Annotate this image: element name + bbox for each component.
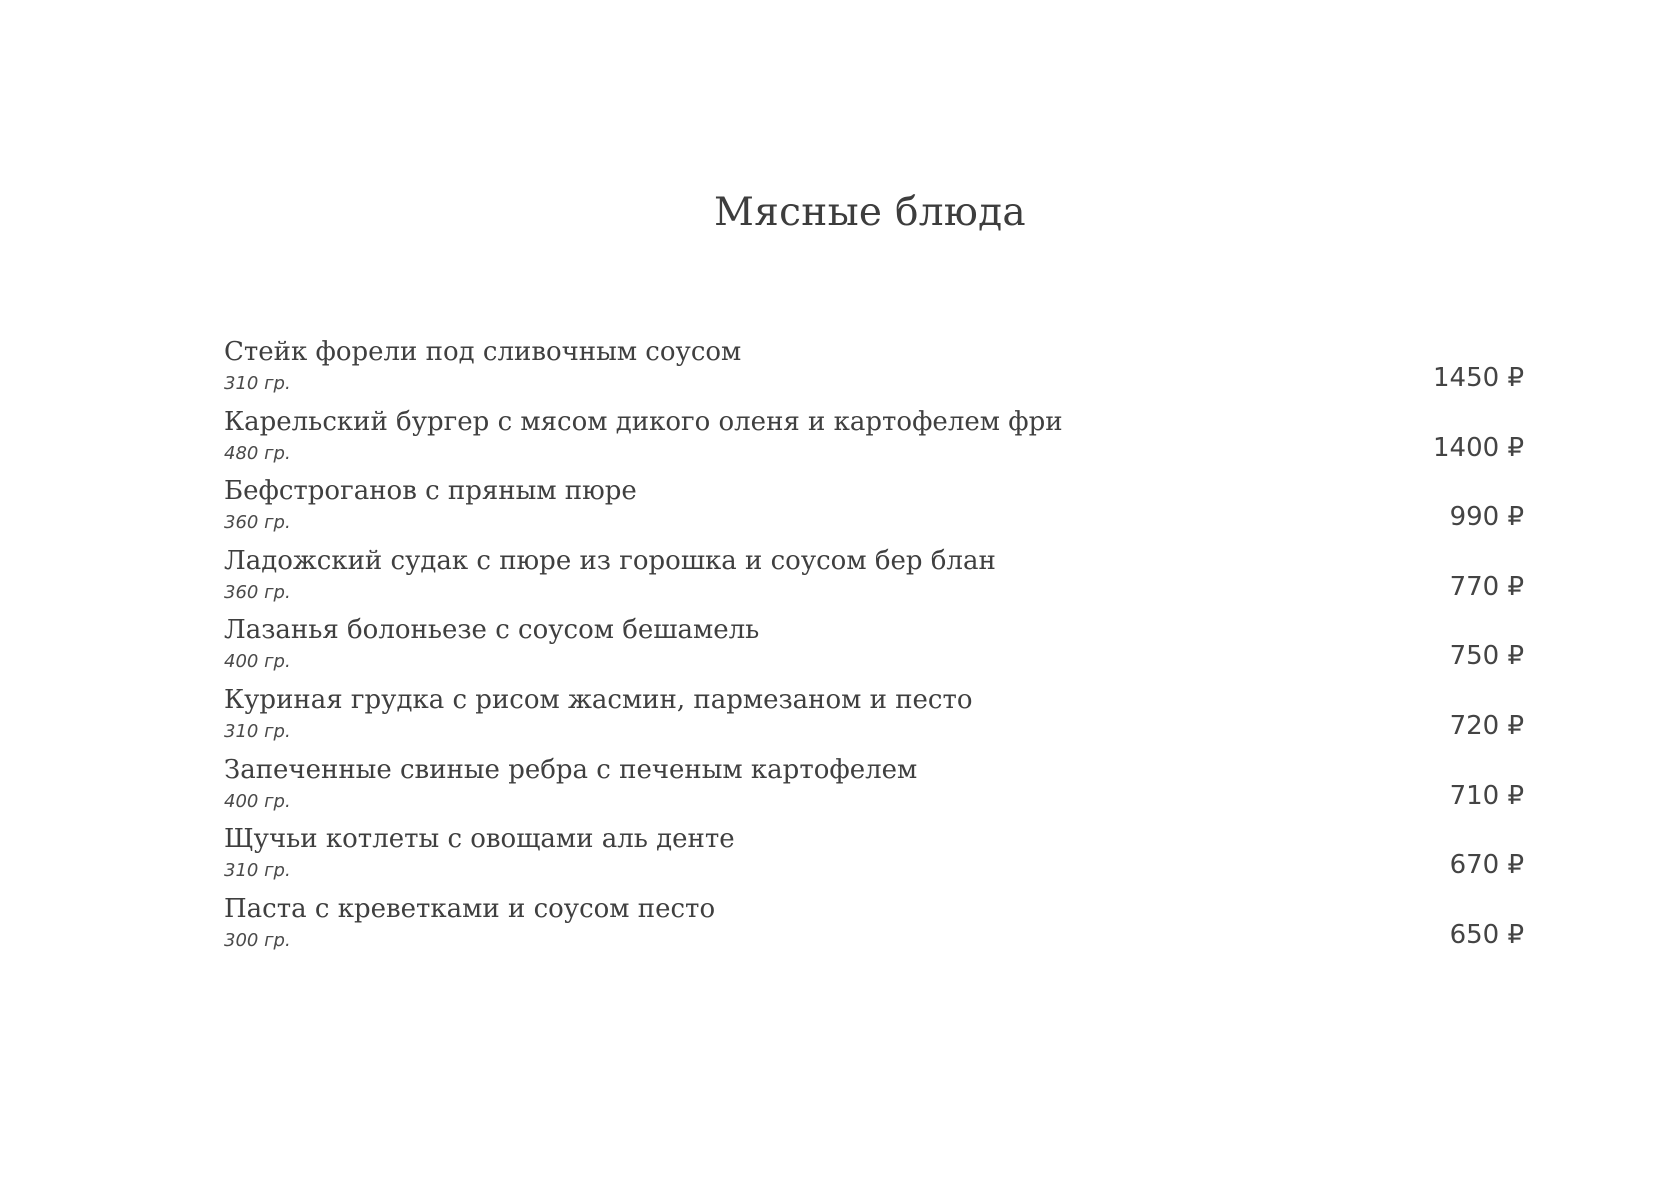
item-weight: 360 гр.	[224, 581, 291, 603]
item-name: Щучьи котлеты с овощами аль денте	[224, 824, 735, 855]
menu-item	[224, 335, 1524, 405]
menu-item	[224, 613, 1524, 683]
menu-item	[224, 892, 1524, 962]
item-weight: 310 гр.	[224, 860, 291, 882]
menu-item	[224, 544, 1524, 614]
item-price: 670 ₽	[1449, 850, 1524, 881]
item-name: Куриная грудка с рисом жасмин, пармезаном и песто	[224, 684, 973, 715]
item-name: Стейк форели под сливочным соусом	[224, 337, 742, 367]
item-price: 1450 ₽	[1433, 363, 1524, 393]
item-name: Бефстроганов с пряным пюре	[224, 476, 637, 507]
item-weight: 360 гр.	[224, 512, 291, 534]
menu-item	[224, 683, 1524, 753]
item-weight: 400 гр.	[224, 790, 291, 812]
item-price: 720 ₽	[1449, 710, 1524, 741]
item-name: Карельский бургер с мясом дикого оленя и картофелем фри	[224, 406, 1063, 437]
item-price: 750 ₽	[1449, 641, 1524, 672]
item-price: 990 ₽	[1449, 502, 1524, 533]
menu-list	[224, 335, 1524, 961]
menu-item	[224, 405, 1524, 475]
menu-item	[224, 753, 1524, 823]
item-weight: 400 гр.	[224, 651, 291, 673]
item-weight: 310 гр.	[224, 720, 291, 742]
item-weight: 310 гр.	[224, 373, 291, 394]
page-title: Мясные блюда	[714, 190, 1026, 235]
item-name: Ладожский судак с пюре из горошка и соусом бер блан	[224, 545, 996, 576]
item-price: 1400 ₽	[1433, 432, 1524, 463]
item-name: Лазанья болоньезе с соусом бешамель	[224, 615, 760, 646]
item-price: 770 ₽	[1449, 571, 1524, 602]
item-price: 650 ₽	[1449, 919, 1524, 950]
item-weight: 300 гр.	[224, 929, 291, 951]
item-weight: 480 гр.	[224, 442, 291, 464]
item-name: Паста с креветками и соусом песто	[224, 893, 716, 924]
item-price: 710 ₽	[1449, 780, 1524, 811]
menu-item	[224, 822, 1524, 892]
item-name: Запеченные свиные ребра с печеным картофелем	[224, 754, 918, 785]
menu-item	[224, 474, 1524, 544]
